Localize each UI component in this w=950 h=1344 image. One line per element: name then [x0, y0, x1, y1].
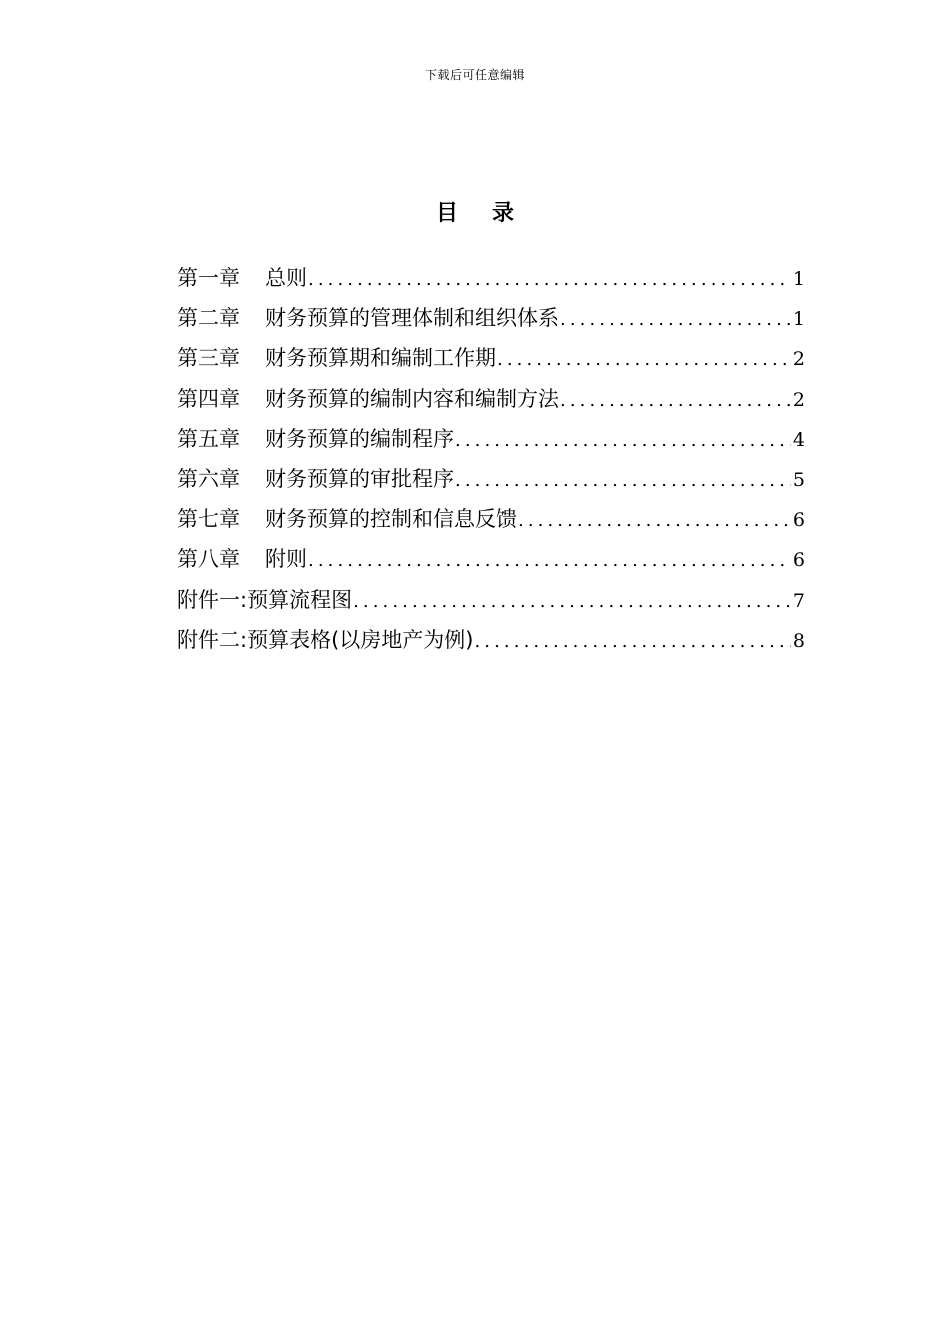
toc-entry-leader — [308, 260, 791, 300]
toc-entry[interactable] — [177, 580, 805, 620]
toc-entry-title: 附则 — [265, 547, 307, 572]
toc-entry-chapter: 第一章 — [177, 266, 240, 290]
toc-entry-page: 6 — [792, 509, 805, 532]
toc-entry-chapter: 第六章 — [177, 466, 240, 491]
toc-entry-title: 总则 — [265, 266, 307, 290]
toc-entry-page: 4 — [792, 428, 805, 451]
toc-entry-leader — [560, 381, 791, 421]
toc-entry-page: 1 — [792, 308, 805, 331]
toc-entry-page: 8 — [792, 629, 805, 652]
toc-entry-leader — [474, 622, 790, 662]
toc-entry-page: 2 — [792, 348, 805, 371]
toc-entry-title: 财务预算的编制程序 — [265, 426, 454, 451]
toc-entry-title: 财务预算的管理体制和组织体系 — [265, 306, 559, 331]
toc-entry-page: 2 — [792, 388, 805, 411]
toc-entry[interactable] — [177, 620, 805, 660]
toc-entry-chapter: 附件一: — [177, 587, 248, 612]
toc-entry[interactable] — [177, 539, 805, 579]
toc-entry-leader — [455, 461, 791, 501]
toc-entry[interactable] — [177, 338, 805, 378]
toc-entry-leader — [353, 582, 791, 622]
toc-entry[interactable] — [177, 419, 805, 459]
toc-entry[interactable] — [177, 258, 805, 298]
toc-entry[interactable] — [177, 459, 805, 499]
toc-title — [0, 196, 950, 227]
toc-entry-leader — [455, 421, 791, 461]
toc-entry-title: 预算流程图 — [247, 587, 353, 612]
toc-entry-page: 7 — [792, 589, 805, 612]
toc-entry-page: 5 — [792, 468, 805, 491]
toc-entry-leader — [308, 541, 791, 581]
toc-entry-leader — [497, 340, 791, 380]
toc-entry-title: 预算表格(以房地产为例) — [247, 627, 474, 652]
toc-entry-chapter: 第八章 — [177, 547, 240, 572]
toc-title-char-2: 录 — [492, 201, 515, 226]
toc-entry-chapter: 第五章 — [177, 426, 240, 451]
toc-entry-chapter: 附件二: — [177, 627, 248, 652]
header-note: 下载后可任意编辑 — [424, 68, 525, 82]
toc-entry[interactable] — [177, 298, 805, 338]
toc-entry-chapter: 第七章 — [177, 507, 240, 532]
toc-entry-title: 财务预算的编制内容和编制方法 — [265, 386, 559, 411]
toc-entry[interactable] — [177, 379, 805, 419]
toc-list — [177, 258, 805, 660]
toc-entry-chapter: 第三章 — [177, 346, 240, 371]
toc-entry-chapter: 第四章 — [177, 386, 240, 411]
toc-entry-leader — [560, 300, 791, 340]
toc-entry-title: 财务预算期和编制工作期 — [265, 346, 496, 371]
toc-entry-page: 1 — [792, 268, 805, 290]
toc-entry[interactable] — [177, 499, 805, 539]
toc-entry-title: 财务预算的控制和信息反馈 — [265, 507, 517, 532]
toc-entry-title: 财务预算的审批程序 — [265, 466, 454, 491]
toc-entry-page: 6 — [792, 549, 805, 572]
toc-entry-chapter: 第二章 — [177, 306, 240, 331]
toc-title-char-1: 目 — [435, 201, 458, 226]
toc-entry-leader — [518, 501, 791, 541]
